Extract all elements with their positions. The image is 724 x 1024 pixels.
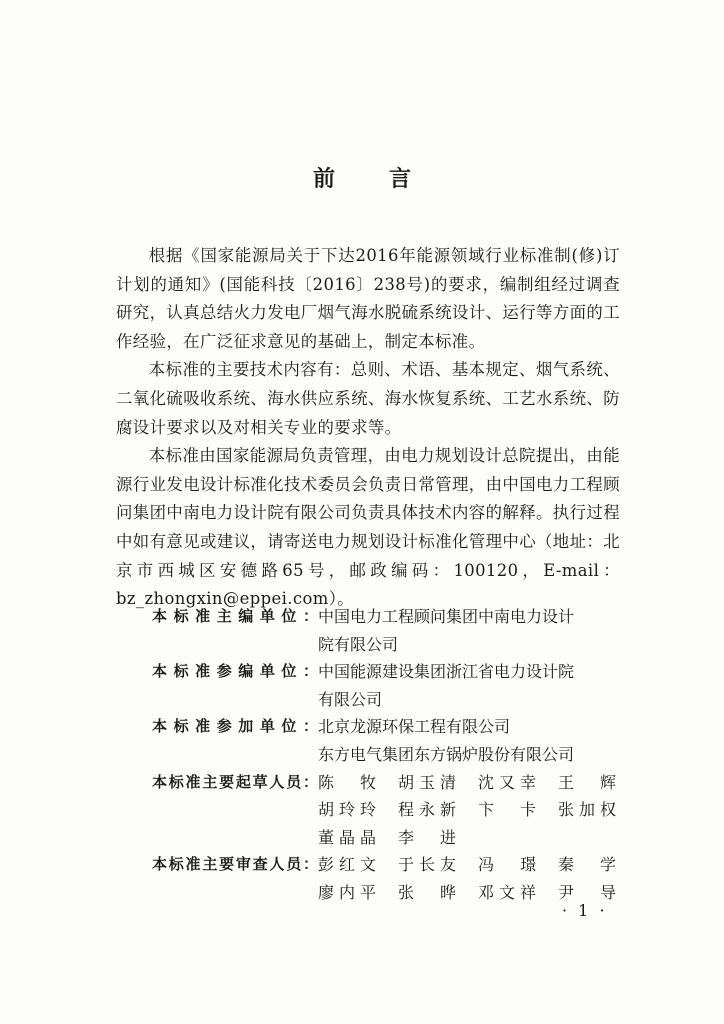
participant-label: 本标准参加单位： — [152, 717, 318, 736]
credits-block — [116, 603, 626, 907]
co-editor-line-1: 中国能源建设集团浙江省电力设计院 — [318, 662, 575, 682]
co-editor-row — [116, 658, 626, 713]
reviewer-name: 冯 璟 — [478, 855, 536, 875]
paragraph-3: 本标准由国家能源局负责管理，由电力规划设计总院提出，由能源行业发电设计标准化技术委员会负责日常管理，由中国电力工程顾问集团中南电力设计院有限公司负责具体技术内容的解释。执行过程中如有意见或建议，请寄送电力规划设计标准化管理中心（地址：北京市西城区安德路65号，邮政编码：100120，E-mail：bz_zhongxin@eppei.com）。 — [116, 446, 620, 609]
co-editor-line-2: 有限公司 — [318, 689, 383, 709]
drafter-name: 沈又幸 — [478, 772, 536, 792]
drafter-name: 胡玉清 — [398, 772, 456, 792]
reviewer-name: 尹 导 — [558, 882, 616, 902]
reviewer-name: 廖内平 — [318, 882, 376, 902]
title-char-2: 言 — [389, 167, 412, 192]
page-number: · 1 · — [562, 901, 608, 920]
reviewer-name: 于长友 — [398, 855, 456, 875]
drafters-row — [116, 769, 626, 852]
participant-line-2: 东方电气集团东方锅炉股份有限公司 — [318, 744, 575, 764]
reviewers-label: 本标准主要审查人员： — [152, 855, 318, 874]
paragraph-1: 根据《国家能源局关于下达2016年能源领域行业标准制(修)订计划的通知》(国能科技〔2016〕238号)的要求，编制组经过调查研究，认真总结火力发电厂烟气海水脱硫系统设计、运行等方面的工作经验，在广泛征求意见的基础上，制定本标准。 — [116, 246, 620, 351]
drafter-name: 程永新 — [398, 800, 456, 820]
chief-editor-line-1: 中国电力工程顾问集团中南电力设计 — [318, 607, 575, 626]
drafter-name: 胡玲玲 — [318, 800, 376, 820]
chief-editor-label: 本标准主编单位： — [152, 607, 318, 625]
reviewer-name: 张 晔 — [398, 882, 456, 902]
drafter-name: 陈 牧 — [318, 772, 376, 792]
participant-line-1: 北京龙源环保工程有限公司 — [318, 717, 511, 737]
reviewer-name: 邓文祥 — [478, 882, 536, 902]
reviewers-row — [116, 851, 626, 906]
drafter-name: 王 辉 — [558, 772, 616, 792]
drafter-name: 董晶晶 — [318, 827, 376, 847]
drafter-name: 李 进 — [398, 827, 456, 847]
reviewer-name: 秦 学 — [558, 855, 616, 875]
chief-editor-line-2: 院有限公司 — [318, 634, 399, 654]
participant-row — [116, 713, 626, 768]
page-title — [0, 162, 724, 193]
chief-editor-row — [116, 603, 626, 658]
co-editor-label: 本标准参编单位： — [152, 662, 318, 681]
drafters-label: 本标准主要起草人员： — [152, 772, 318, 791]
drafter-name: 卞 卡 — [478, 800, 536, 820]
title-char-1: 前 — [312, 167, 335, 192]
paragraph-2: 本标准的主要技术内容有：总则、术语、基本规定、烟气系统、二氧化硫吸收系统、海水供应系统、海水恢复系统、工艺水系统、防腐设计要求以及对相关专业的要求等。 — [116, 360, 620, 437]
drafter-name: 张加权 — [558, 800, 616, 820]
preface-body — [116, 242, 620, 614]
reviewer-name: 彭红文 — [318, 855, 376, 875]
